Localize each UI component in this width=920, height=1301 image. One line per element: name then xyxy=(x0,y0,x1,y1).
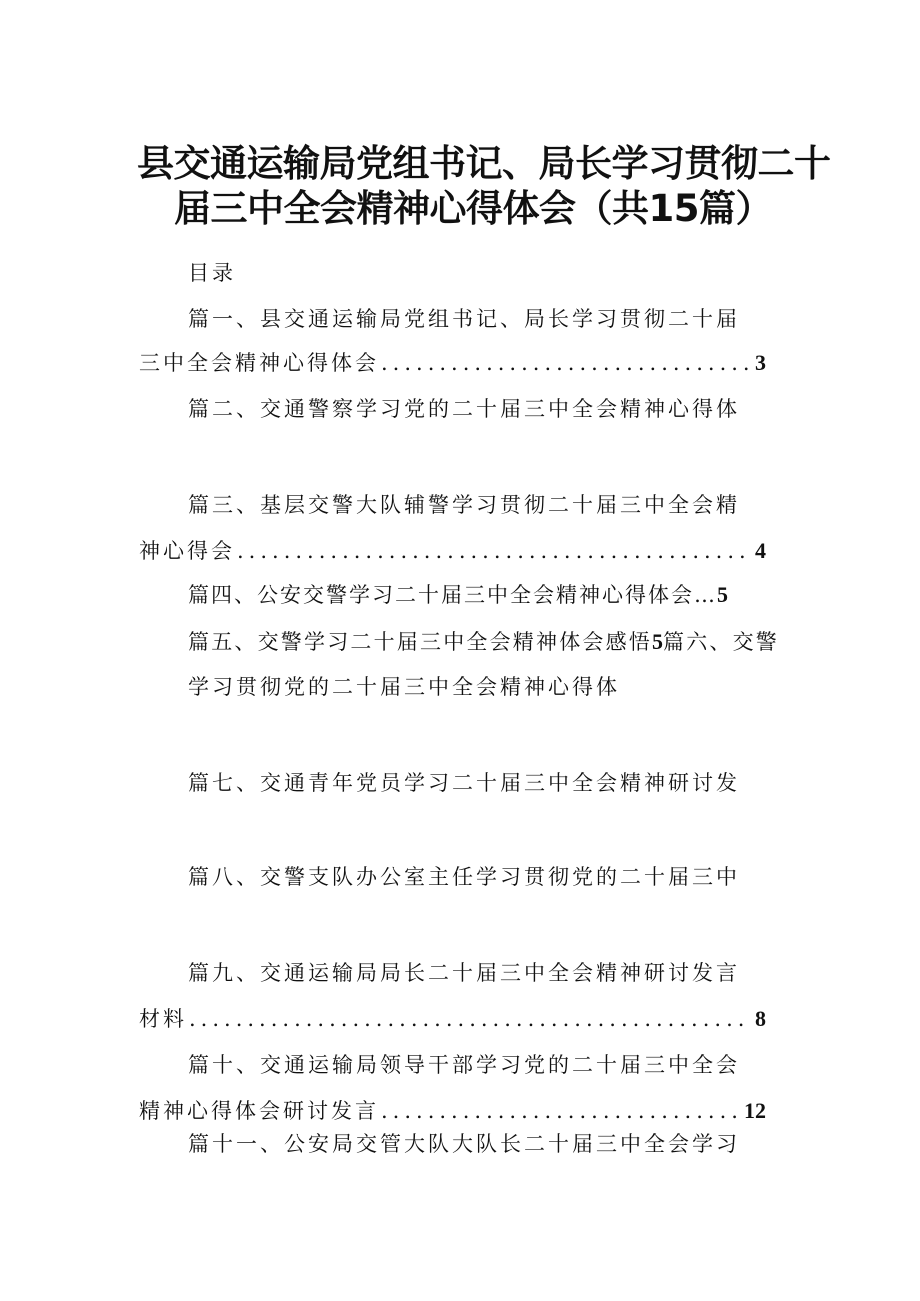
toc-entry-4 xyxy=(188,579,728,609)
toc-entry-1-line-2: 三中全会精神心得体会 xyxy=(139,351,379,375)
toc-heading: 目录 xyxy=(188,261,236,285)
toc-entry-11-line-1: 篇十一、公安局交管大队大队长二十届三中全会学习 xyxy=(188,1132,740,1156)
dot-leader xyxy=(237,539,751,563)
toc-entry-4-text: 篇四、公安交警学习二十届三中全会精神心得体会… xyxy=(188,583,717,607)
toc-entry-1-line-1: 篇一、县交通运输局党组书记、局长学习贯彻二十届 xyxy=(188,307,740,331)
document-title-line-1: 县交通运输局党组书记、局长学习贯彻二十 xyxy=(137,142,831,185)
toc-entry-9-line-1: 篇九、交通运输局局长二十届三中全会精神研讨发言 xyxy=(188,961,740,985)
toc-entry-9-page: 8 xyxy=(755,1006,766,1031)
toc-entry-3-line-1: 篇三、基层交警大队辅警学习贯彻二十届三中全会精 xyxy=(188,493,740,517)
toc-entry-8-line-1: 篇八、交警支队办公室主任学习贯彻党的二十届三中 xyxy=(188,865,740,889)
toc-entry-6-start: 篇六、交警 xyxy=(663,630,779,654)
toc-entry-10 xyxy=(139,1095,766,1125)
toc-entry-5-text: 篇五、交警学习二十届三中全会精神体会感悟 xyxy=(188,630,652,654)
toc-entry-3 xyxy=(139,535,766,565)
dot-leader xyxy=(189,1007,751,1031)
toc-entry-3-line-2: 神心得会 xyxy=(139,539,235,563)
toc-entry-5 xyxy=(188,626,779,656)
toc-entry-1 xyxy=(139,347,766,377)
dot-leader xyxy=(381,351,751,375)
toc-entry-10-line-1: 篇十、交通运输局领导干部学习党的二十届三中全会 xyxy=(188,1053,740,1077)
toc-entry-3-page: 4 xyxy=(755,538,766,563)
toc-entry-10-page: 12 xyxy=(744,1098,766,1123)
document-title-line-2: 届三中全会精神心得体会（共15篇） xyxy=(174,187,772,230)
toc-entry-10-line-2: 精神心得体会研讨发言 xyxy=(139,1099,379,1123)
toc-entry-9 xyxy=(139,1003,766,1033)
toc-entry-1-page: 3 xyxy=(755,350,766,375)
toc-entry-4-page: 5 xyxy=(717,582,728,607)
toc-entry-2-line-1: 篇二、交通警察学习党的二十届三中全会精神心得体 xyxy=(188,397,740,421)
toc-entry-6-line-2: 学习贯彻党的二十届三中全会精神心得体 xyxy=(188,675,620,699)
toc-entry-7-line-1: 篇七、交通青年党员学习二十届三中全会精神研讨发 xyxy=(188,771,740,795)
toc-entry-9-line-2: 材料 xyxy=(139,1007,187,1031)
toc-entry-5-page: 5 xyxy=(652,629,663,654)
dot-leader xyxy=(381,1099,740,1123)
